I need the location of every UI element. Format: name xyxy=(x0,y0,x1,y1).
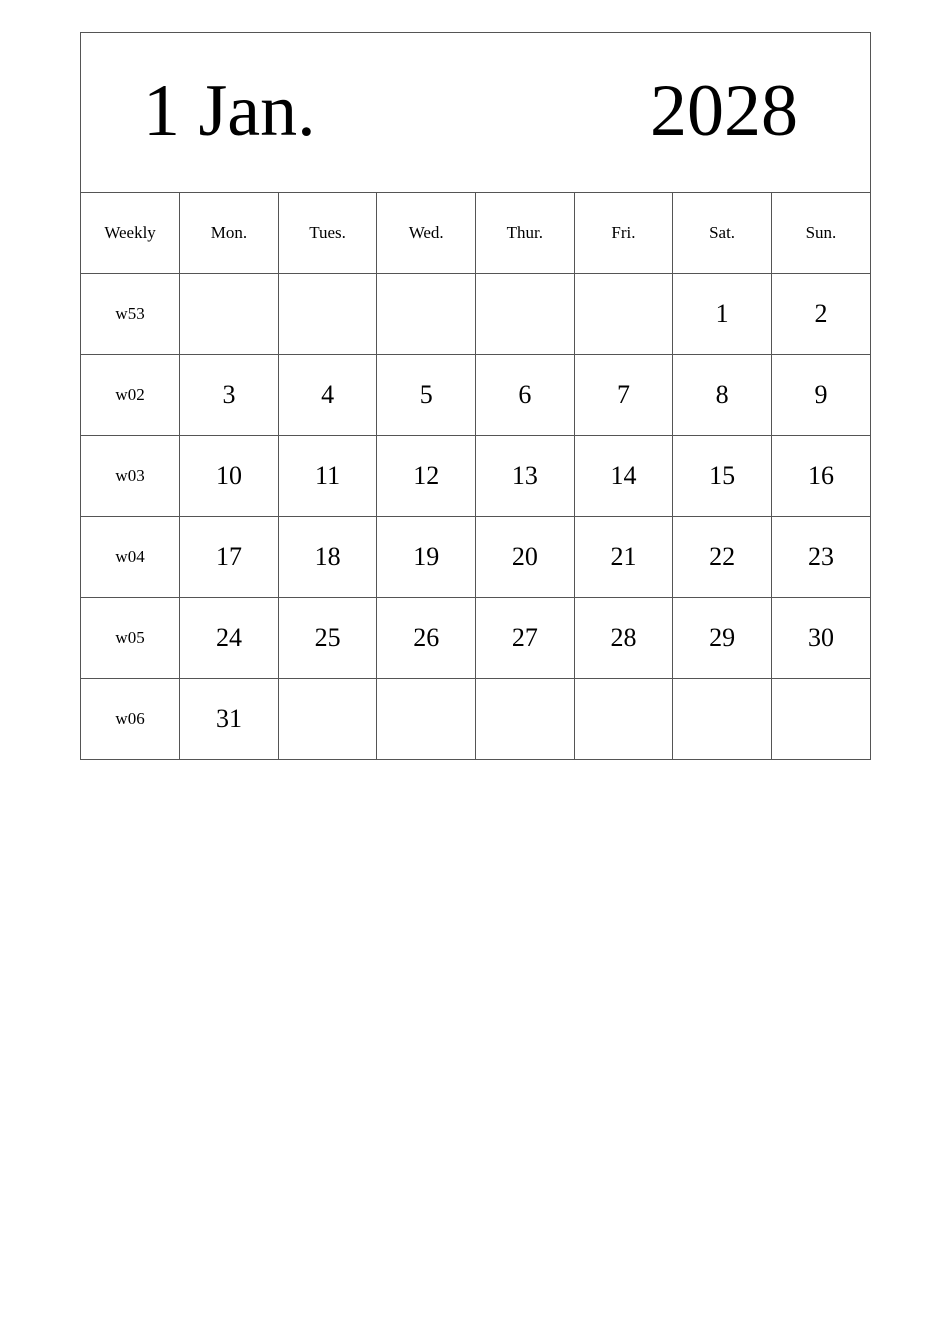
weekday-sat: Sat. xyxy=(673,193,772,274)
day-cell: 8 xyxy=(673,355,772,436)
day-cell: 5 xyxy=(377,355,476,436)
day-cell xyxy=(574,679,673,760)
day-cell: 24 xyxy=(180,598,279,679)
week-row xyxy=(81,598,870,679)
week-row xyxy=(81,517,870,598)
week-number: w05 xyxy=(81,598,180,679)
day-cell: 28 xyxy=(574,598,673,679)
weekday-sun: Sun. xyxy=(771,193,870,274)
week-number: w02 xyxy=(81,355,180,436)
weekday-weekly: Weekly xyxy=(81,193,180,274)
week-number: w03 xyxy=(81,436,180,517)
week-row xyxy=(81,355,870,436)
day-cell: 11 xyxy=(278,436,377,517)
day-cell: 29 xyxy=(673,598,772,679)
week-number: w53 xyxy=(81,274,180,355)
day-cell: 21 xyxy=(574,517,673,598)
day-cell: 25 xyxy=(278,598,377,679)
calendar xyxy=(80,32,871,760)
week-number: w06 xyxy=(81,679,180,760)
day-cell xyxy=(278,274,377,355)
day-cell: 18 xyxy=(278,517,377,598)
day-cell: 1 xyxy=(673,274,772,355)
day-cell: 23 xyxy=(771,517,870,598)
day-cell: 14 xyxy=(574,436,673,517)
day-cell: 20 xyxy=(476,517,575,598)
day-cell xyxy=(278,679,377,760)
day-cell: 16 xyxy=(771,436,870,517)
day-cell xyxy=(180,274,279,355)
day-cell: 31 xyxy=(180,679,279,760)
day-cell xyxy=(771,679,870,760)
week-row xyxy=(81,679,870,760)
day-cell xyxy=(574,274,673,355)
weekday-tue: Tues. xyxy=(278,193,377,274)
calendar-grid xyxy=(81,193,870,759)
day-cell: 26 xyxy=(377,598,476,679)
weekday-mon: Mon. xyxy=(180,193,279,274)
week-number: w04 xyxy=(81,517,180,598)
day-cell: 27 xyxy=(476,598,575,679)
day-cell xyxy=(377,274,476,355)
day-cell: 15 xyxy=(673,436,772,517)
day-cell: 10 xyxy=(180,436,279,517)
month-title: 1 Jan. xyxy=(143,70,316,152)
day-cell: 13 xyxy=(476,436,575,517)
day-cell: 17 xyxy=(180,517,279,598)
day-cell: 7 xyxy=(574,355,673,436)
weekday-thu: Thur. xyxy=(476,193,575,274)
day-cell: 19 xyxy=(377,517,476,598)
day-cell xyxy=(476,274,575,355)
week-row xyxy=(81,274,870,355)
day-cell xyxy=(377,679,476,760)
day-cell: 4 xyxy=(278,355,377,436)
day-cell xyxy=(476,679,575,760)
calendar-header xyxy=(81,33,870,193)
year-title: 2028 xyxy=(650,70,798,152)
day-cell: 12 xyxy=(377,436,476,517)
day-cell: 6 xyxy=(476,355,575,436)
day-cell xyxy=(673,679,772,760)
day-cell: 22 xyxy=(673,517,772,598)
day-cell: 3 xyxy=(180,355,279,436)
week-row xyxy=(81,436,870,517)
day-cell: 9 xyxy=(771,355,870,436)
weekday-header-row xyxy=(81,193,870,274)
weekday-fri: Fri. xyxy=(574,193,673,274)
day-cell: 30 xyxy=(771,598,870,679)
weekday-wed: Wed. xyxy=(377,193,476,274)
day-cell: 2 xyxy=(771,274,870,355)
